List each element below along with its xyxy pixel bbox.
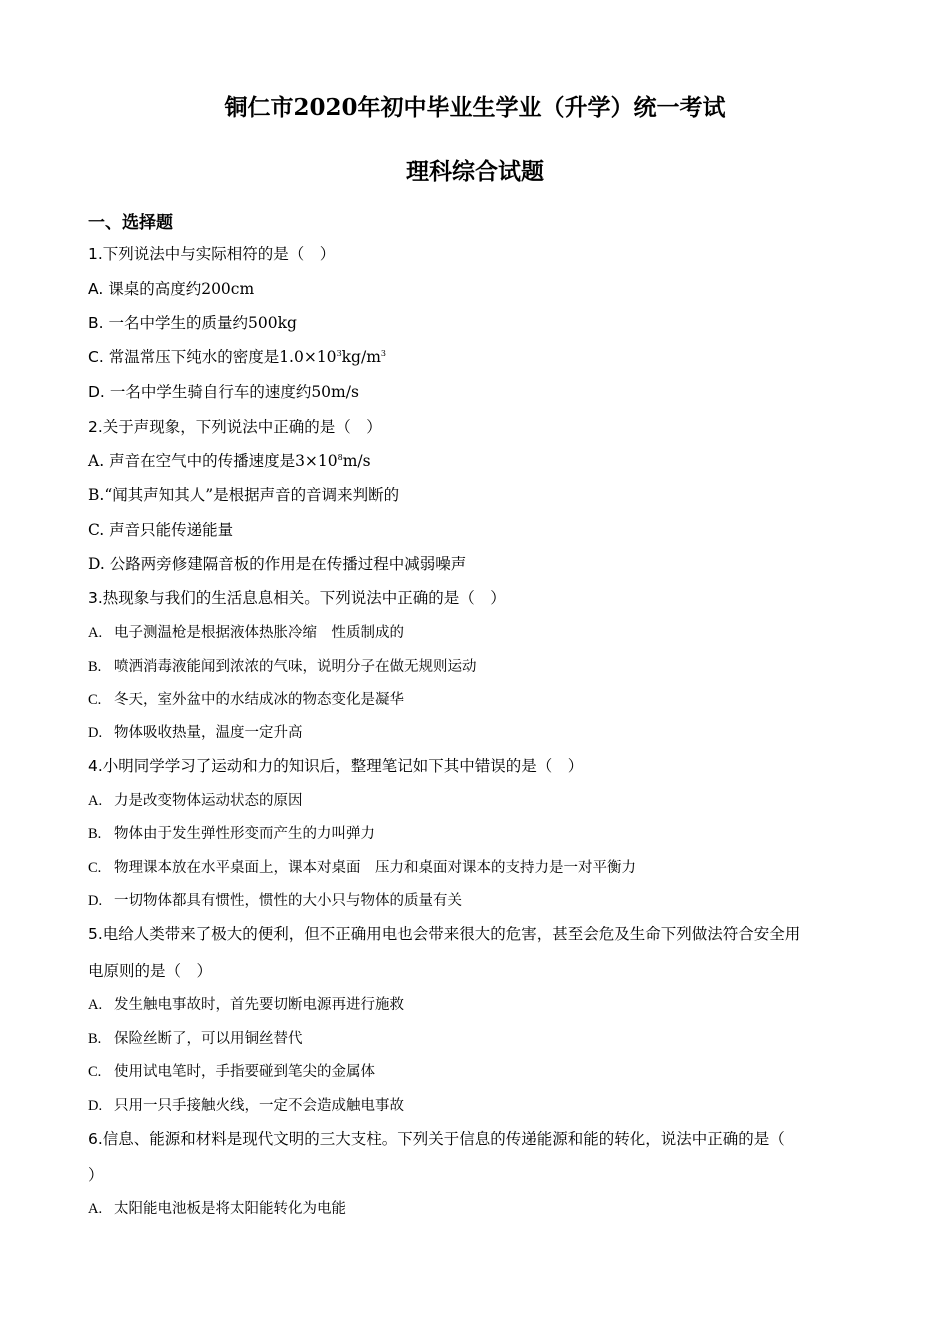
- question-3-option-d: D. 物体吸收热量，温度一定升高: [88, 725, 303, 741]
- question-4-option-c: C. 物理课本放在水平桌面上，课本对桌面 压力和桌面对课本的支持力是一对平衡力: [88, 860, 636, 876]
- question-1-option-d: D. 一名中学生骑自行车的速度约50m/s: [88, 383, 359, 401]
- question-5-option-a: A. 发生触电事故时，首先要切断电源再进行施救: [88, 997, 404, 1013]
- question-5-option-b: B. 保险丝断了，可以用铜丝替代: [88, 1031, 303, 1047]
- section-heading: 一、选择题: [88, 213, 173, 233]
- question-5-option-d: D. 只用一只手接触火线，一定不会造成触电事故: [88, 1098, 404, 1114]
- question-5-stem: 5.电给人类带来了极大的便利，但不正确用电也会带来很大的危害，甚至会危及生命下列做法符合安全用: [88, 925, 801, 943]
- question-2-option-b: B.“闻其声知其人”是根据声音的音调来判断的: [88, 486, 400, 504]
- page-subtitle: 理科综合试题: [406, 158, 544, 185]
- question-4-stem: 4.小明同学学习了运动和力的知识后，整理笔记如下其中错误的是（ ）: [88, 757, 584, 775]
- question-4-option-d: D. 一切物体都具有惯性，惯性的大小只与物体的质量有关: [88, 893, 462, 909]
- question-2-option-d: D. 公路两旁修建隔音板的作用是在传播过程中减弱噪声: [88, 555, 467, 573]
- question-1-option-a: A. 课桌的高度约200cm: [88, 280, 255, 298]
- question-2-stem: 2.关于声现象，下列说法中正确的是（ ）: [88, 418, 382, 436]
- question-4-option-b: B. 物体由于发生弹性形变而产生的力叫弹力: [88, 826, 375, 842]
- question-1-option-b: B. 一名中学生的质量约500kg: [88, 314, 297, 332]
- question-2-option-c: C. 声音只能传递能量: [88, 521, 234, 539]
- question-3-option-a: A. 电子测温枪是根据液体热胀冷缩 性质制成的: [88, 625, 404, 641]
- question-2-option-a: A. 声音在空气中的传播速度是$3\times 10^8m/s$: [88, 452, 371, 470]
- question-3-stem: 3.热现象与我们的生活息息相关。下列说法中正确的是（ ）: [88, 589, 506, 607]
- question-4-option-a: A. 力是改变物体运动状态的原因: [88, 793, 303, 809]
- question-6-stem: 6.信息、能源和材料是现代文明的三大支柱。下列关于信息的传递能源和能的转化，说法中正确的是（: [88, 1130, 785, 1148]
- question-6-option-a: A. 太阳能电池板是将太阳能转化为电能: [88, 1201, 346, 1217]
- page-title: 铜仁市2020年初中毕业生学业（升学）统一考试: [224, 94, 726, 121]
- question-6-stem-continued: ）: [88, 1166, 104, 1184]
- question-3-option-c: C. 冬天，室外盆中的水结成冰的物态变化是凝华: [88, 692, 404, 708]
- question-1-stem: 1.下列说法中与实际相符的是（ ）: [88, 245, 336, 263]
- question-3-option-b: B. 喷洒消毒液能闻到浓浓的气味，说明分子在做无规则运动: [88, 659, 477, 675]
- question-5-stem-continued: 电原则的是（ ）: [88, 962, 213, 980]
- question-1-option-c: C. 常温常压下纯水的密度是$1.0\times 10^3kg/m^3$: [88, 348, 386, 366]
- question-5-option-c: C. 使用试电笔时，手指要碰到笔尖的金属体: [88, 1064, 375, 1080]
